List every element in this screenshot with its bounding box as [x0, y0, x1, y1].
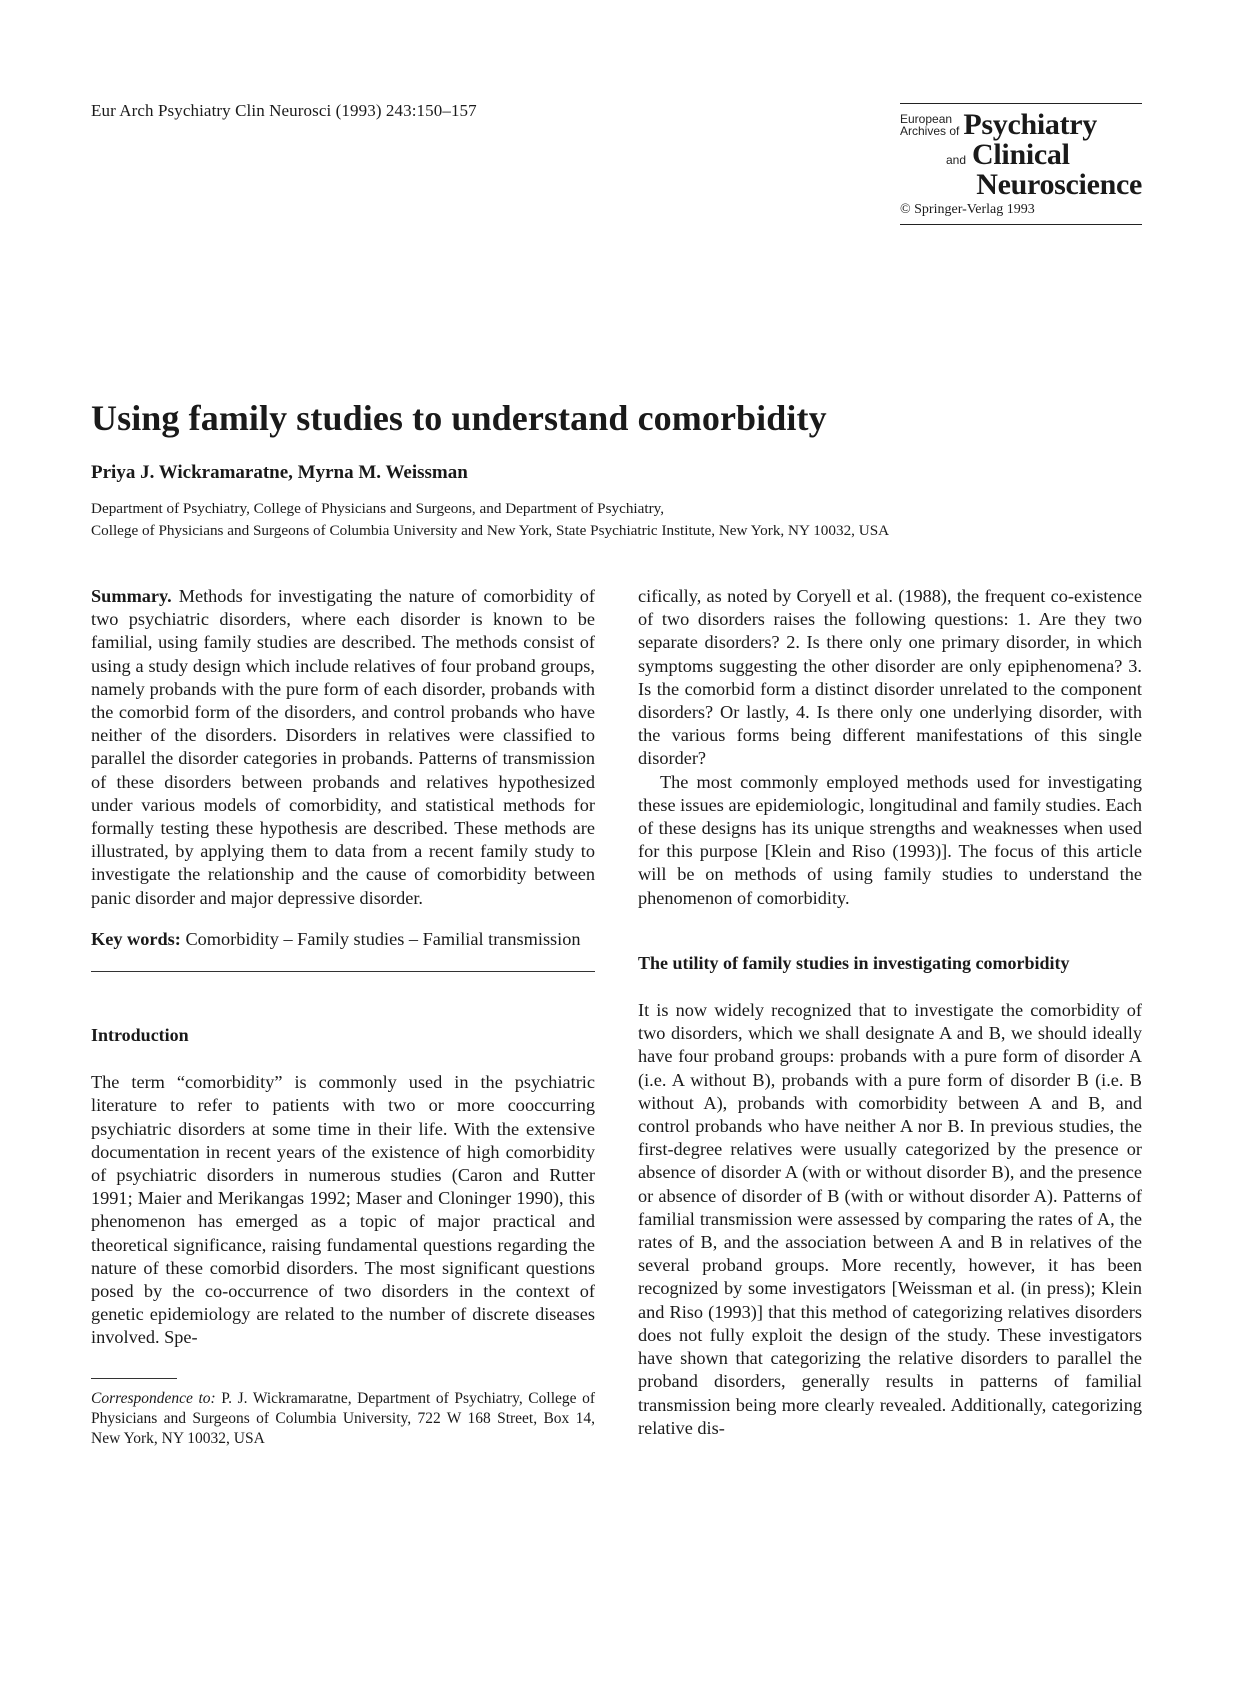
article-title: Using family studies to understand comorbidity [91, 398, 827, 438]
author-affiliation [91, 498, 1151, 542]
copyright-notice: © Springer-Verlag 1993 [900, 202, 1035, 217]
journal-citation: Eur Arch Psychiatry Clin Neurosci (1993) 243:150–157 [91, 101, 477, 120]
correspondence-label: Correspondence to: [91, 1389, 216, 1407]
right-column [638, 585, 1142, 1440]
right-paragraph-2: The most commonly employed methods used for investigating these issues are epidemiologic, longitudinal and family studies. Each of these designs has its unique strengths and weaknesses when used for this purpose [Klein and Riso (1993)]. The focus of this article will be on methods of using family studies to understand the phenomenon of comorbidity. [638, 771, 1142, 908]
logo-neuroscience: Neuroscience [976, 168, 1142, 201]
right-paragraph-1: cifically, as noted by Coryell et al. (1988), the frequent co-existence of two disorders raises the following questions: 1. Are they two separate disorders? 2. Is there only one primary disorder, in which symptoms suggesting the other disorder are only epiphenomena? 3. Is the comorbid form a distinct disorder unrelated to the component disorders? Or lastly, 4. Is there only one underlying disorder, with the various forms being different manifestations of this single disorder? [638, 586, 1142, 769]
logo-bottom-rule [900, 224, 1142, 225]
keywords-text: Comorbidity – Family studies – Familial transmission [185, 928, 581, 949]
left-column [91, 585, 595, 1449]
footnote-divider [91, 1378, 177, 1379]
logo-top-rule [900, 103, 1142, 104]
summary-text: Methods for investigating the nature of comorbidity of two psychiatric disorders, where each disorder is known to be familial, using family studies are described. The methods consist of using a study design which include relatives of four proband groups, namely probands with the pure form of each disorder, probands with the comorbid form of the disorders, and control probands who have neither of the disorders. Disorders in relatives were classified to parallel the disorder categories in probands. Patterns of transmission of these disorders between probands and relatives hypothesized under various models of comorbidity, and statistical methods for formally testing these hypothesis are described. These methods are illustrated, by applying them to data from a recent family study to investigate the relationship and the cause of comorbidity between panic disorder and major depressive disorder. [91, 586, 595, 908]
summary-paragraph [91, 585, 595, 910]
logo-row-3 [900, 170, 1142, 200]
utility-heading: The utility of family studies in investigating comorbidity [638, 952, 1070, 973]
logo-psychiatry: Psychiatry [963, 108, 1098, 141]
affiliation-line-1: Department of Psychiatry, College of Physicians and Surgeons, and Department of Psychiatry, [91, 500, 665, 517]
journal-logo [900, 103, 1142, 225]
logo-row-2 [900, 140, 1142, 170]
article-authors: Priya J. Wickramaratne, Myrna M. Weissman [91, 462, 468, 483]
keywords-paragraph [91, 928, 595, 951]
affiliation-line-2: College of Physicians and Surgeons of Columbia University and New York, State Psychiatric Institute, New York, NY 10032, USA [91, 522, 890, 539]
introduction-heading: Introduction [91, 1025, 189, 1046]
introduction-paragraph: The term “comorbidity” is commonly used in the psychiatric literature to refer to patients with two or more cooccurring psychiatric disorders at some time in their life. With the extensive documentation in recent years of the existence of high comorbidity of psychiatric disorders in numerous studies (Caron and Rutter 1991; Maier and Merikangas 1992; Maser and Cloninger 1990), this phenomenon has emerged as a topic of major practical and theoretical significance, raising fundamental questions regarding the nature of these comorbid disorders. The most significant questions posed by the co-occurrence of two disorders in the context of genetic epidemiology are related to the number of discrete diseases involved. Spe- [91, 1072, 595, 1348]
utility-paragraph: It is now widely recognized that to investigate the comorbidity of two disorders, which we shall designate A and B, we should ideally have four proband groups: probands with a pure form of disorder A (i.e. A without B), probands with a pure form of disorder B (i.e. B without A), probands with comorbidity between A and B, and control probands who have neither A nor B. In previous studies, the first-degree relatives were usually categorized by the presence or absence of disorder A (with or without disorder B), and the presence or absence of disorder of B (with or without disorder A). Patterns of familial transmission were assessed by comparing the rates of A, the rates of B, and the association between A and B in relatives of the several proband groups. More recently, however, it has been recognized by some investigators [Weissman et al. (in press); Klein and Riso (1993)] that this method of categorizing relatives disorders does not fully exploit the design of the study. These investigators have shown that categorizing the relative disorders to parallel the proband disorders, generally results in patterns of familial transmission being more clearly revealed. Additionally, categorizing relative dis- [638, 1000, 1142, 1438]
logo-small-stack [900, 113, 959, 140]
logo-small-european: European [900, 112, 953, 126]
keywords-divider [91, 971, 595, 972]
keywords-label: Key words: [91, 928, 181, 949]
summary-label: Summary. [91, 586, 172, 606]
logo-row-1 [900, 110, 1142, 140]
logo-clinical: Clinical [972, 138, 1070, 171]
correspondence-text: P. J. Wickramaratne, Department of Psychiatry, College of Physicians and Surgeons of Columbia University, 722 W 168 Street, Box 14, New York, NY 10032, USA [91, 1389, 595, 1447]
logo-small-and: and [946, 153, 967, 167]
correspondence-footnote [91, 1389, 595, 1449]
logo-small-archives: Archives of [900, 124, 960, 138]
